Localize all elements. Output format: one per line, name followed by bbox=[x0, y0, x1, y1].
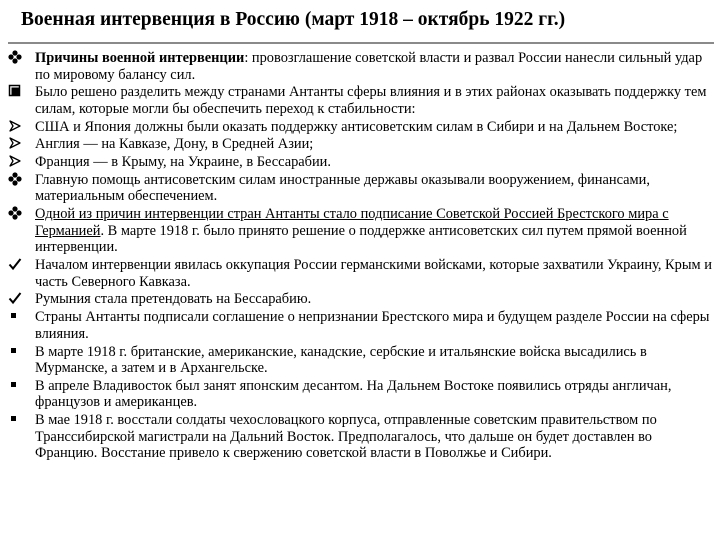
check-bullet-icon bbox=[8, 291, 28, 307]
list-item bbox=[8, 136, 714, 153]
list-item bbox=[8, 378, 714, 411]
bullet-list bbox=[8, 50, 714, 463]
small-square-bullet-icon bbox=[8, 378, 28, 394]
item-text: Главную помощь антисоветским силам иностранные державы оказывали вооружением, финансами, материальным обеспечением. bbox=[35, 171, 650, 205]
small-square-bullet-icon bbox=[8, 412, 28, 428]
item-text: Румыния стала претендовать на Бессарабию. bbox=[35, 291, 312, 308]
arrow-bullet-icon bbox=[8, 136, 28, 152]
list-item bbox=[8, 119, 714, 136]
item-text: Франция — в Крыму, на Украине, в Бессарабии. bbox=[35, 154, 331, 171]
item-text: Страны Антанты подписали соглашение о непризнании Брестского мира и будущем разделе России на сферы влияния. bbox=[35, 309, 710, 342]
arrow-bullet-icon bbox=[8, 154, 28, 170]
square-bullet-icon bbox=[8, 84, 28, 100]
slide-title: Военная интервенция в Россию (март 1918 – октябрь 1922 гг.) bbox=[21, 9, 566, 30]
list-item bbox=[8, 344, 714, 377]
arrow-bullet-icon bbox=[8, 119, 28, 135]
list-item bbox=[8, 206, 714, 256]
item-text: Началом интервенции явилась оккупация России германскими войсками, которые захватили Украину, Крым и часть Северного Кавказа. bbox=[35, 257, 712, 290]
diamond-bullet-icon bbox=[8, 206, 28, 222]
small-square-bullet-icon bbox=[8, 309, 28, 325]
item-text: . В марте 1918 г. было принято решение о поддержке антисоветских сил путем прямой военной интервенции. bbox=[35, 222, 687, 256]
list-item bbox=[8, 84, 714, 117]
list-item bbox=[8, 172, 714, 205]
list-item bbox=[8, 412, 714, 462]
item-text: Было решено разделить между странами Антанты сферы влияния и в этих районах оказывать поддержку тем силам, которые могли бы обеспечить переход к стабильности: bbox=[35, 84, 707, 117]
check-bullet-icon bbox=[8, 257, 28, 273]
diamond-bullet-icon bbox=[8, 172, 28, 188]
diamond-bullet-icon bbox=[8, 50, 28, 66]
list-item bbox=[8, 154, 714, 171]
item-text: : провозглашение советской власти и развал России нанесли сильный удар по мировому балансу сил. bbox=[35, 50, 703, 83]
item-text: В апреле Владивосток был занят японским десантом. На Дальнем Востоке появились отряды англичан, французов и американцев. bbox=[35, 377, 672, 411]
list-item bbox=[8, 291, 714, 308]
item-text: В мае 1918 г. восстали солдаты чехословацкого корпуса, отправленные советским правительством по Транссибирской магистрали на Дальний Восток. Предполагалось, что дальше он будет доставлен во Францию. Восстание привело к свержению советской власти в Поволжье и Сибири. bbox=[35, 412, 657, 462]
item-underlined-text: Одной из причин интервенции стран Антанты стало подписание Советской Россией Брестского мира с Германией bbox=[35, 206, 669, 239]
item-text: В марте 1918 г. британские, американские, канадские, сербские и итальянские войска высадились в Мурманске, а затем и в Архангельске. bbox=[35, 343, 647, 377]
item-text: США и Япония должны были оказать поддержку антисоветским силам в Сибири и на Дальнем Востоке; bbox=[35, 118, 678, 135]
item-lead: Причины военной интервенции bbox=[35, 50, 245, 66]
list-item bbox=[8, 50, 714, 83]
list-item bbox=[8, 257, 714, 290]
list-item bbox=[8, 309, 714, 342]
small-square-bullet-icon bbox=[8, 344, 28, 360]
item-text: Англия — на Кавказе, Дону, в Средней Азии; bbox=[35, 136, 314, 153]
title-divider bbox=[8, 42, 714, 44]
